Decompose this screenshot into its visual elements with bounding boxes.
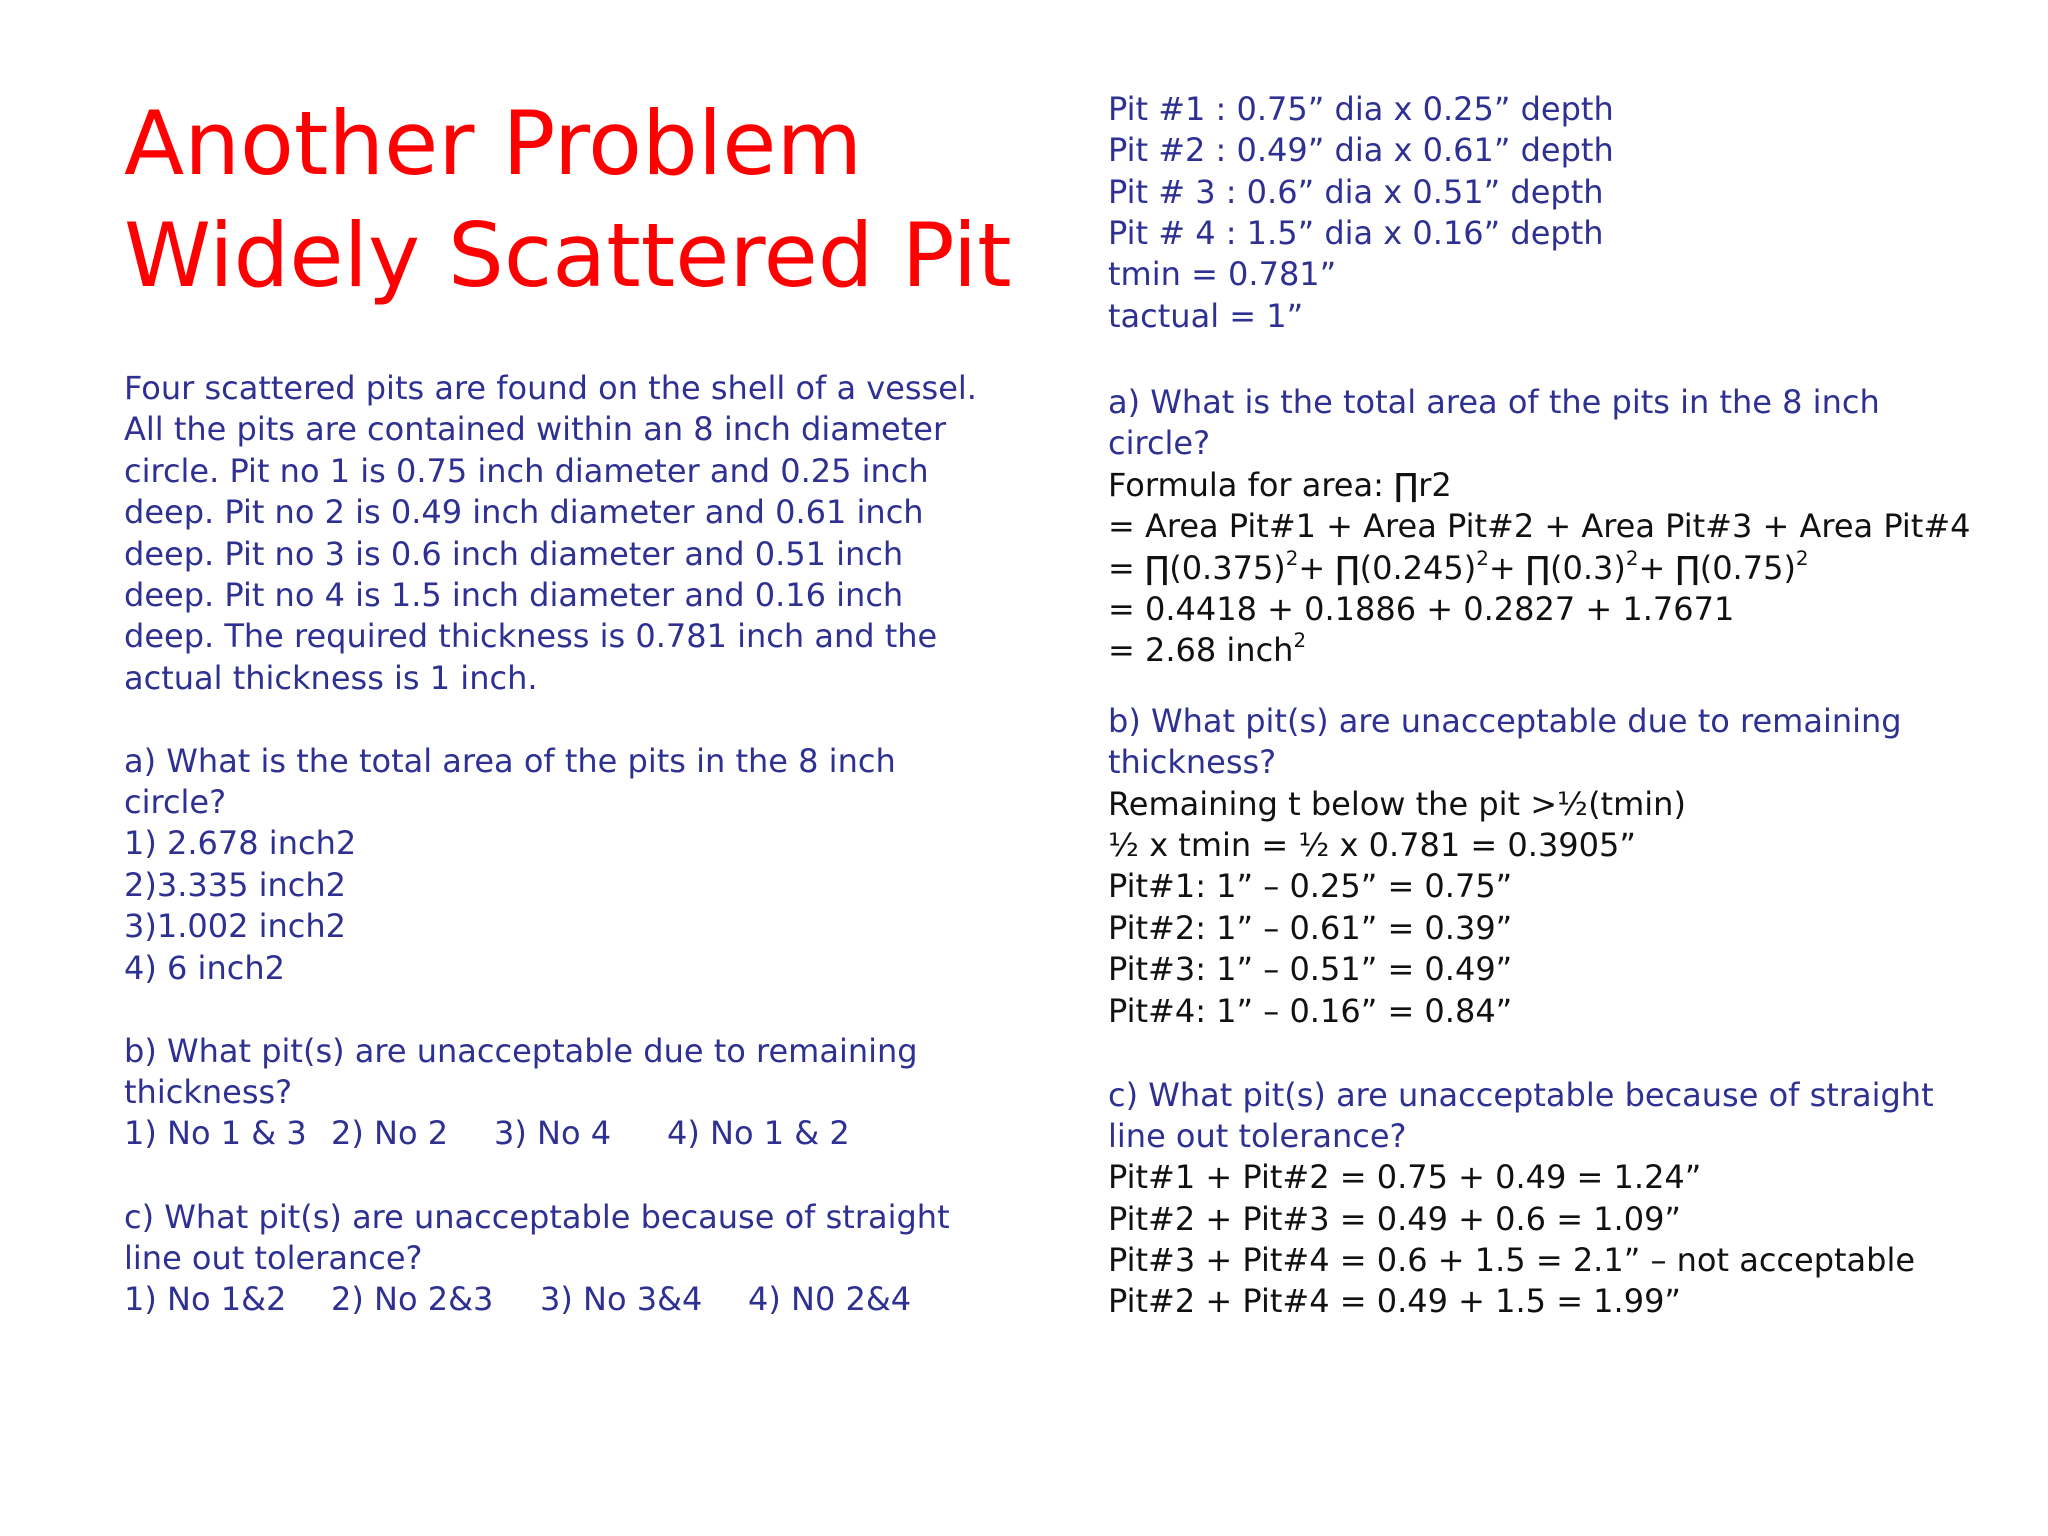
answer-a-term: + ∏(0.75) <box>1638 549 1796 587</box>
question-b-option-3: 3) No 4 <box>494 1114 612 1152</box>
answer-a-terms <box>1108 548 1809 589</box>
problem-line: deep. Pit no 4 is 1.5 inch diameter and 0.16 inch <box>124 576 904 614</box>
answer-b-line: Pit#1: 1” – 0.25” = 0.75” <box>1108 867 1513 905</box>
answer-c-line: Pit#2 + Pit#3 = 0.49 + 0.6 = 1.09” <box>1108 1200 1681 1238</box>
question-a-option-1: 1) 2.678 inch2 <box>124 824 357 862</box>
answer-b-line: ½ x tmin = ½ x 0.781 = 0.3905” <box>1108 826 1636 864</box>
answer-a-result <box>1108 630 1306 671</box>
slide-title <box>124 88 1012 312</box>
problem-line: deep. The required thickness is 0.781 inch and the <box>124 617 938 655</box>
given-line: Pit #1 : 0.75” dia x 0.25” depth <box>1108 90 1614 128</box>
answer-a-terms-prefix: = <box>1108 549 1145 587</box>
answer-b-question: b) What pit(s) are unacceptable due to remaining <box>1108 702 1902 740</box>
answer-c-question: line out tolerance? <box>1108 1117 1407 1155</box>
problem-line: deep. Pit no 2 is 0.49 inch diameter and 0.61 inch <box>124 493 924 531</box>
question-b-option-2: 2) No 2 <box>331 1114 449 1152</box>
question-a-option-4: 4) 6 inch2 <box>124 949 285 987</box>
answer-b-line: Pit#2: 1” – 0.61” = 0.39” <box>1108 909 1513 947</box>
answer-a-term: ∏(0.375) <box>1144 549 1286 587</box>
answer-a-result-value: = 2.68 inch <box>1108 631 1294 669</box>
question-c-text: c) What pit(s) are unacceptable because of straight <box>124 1198 950 1236</box>
given-line: Pit #2 : 0.49” dia x 0.61” depth <box>1108 131 1614 169</box>
answer-c-line: Pit#1 + Pit#2 = 0.75 + 0.49 = 1.24” <box>1108 1158 1702 1196</box>
answer-a-question: circle? <box>1108 424 1211 462</box>
answer-a-term: + ∏(0.3) <box>1488 549 1626 587</box>
answer-c-line: Pit#3 + Pit#4 = 0.6 + 1.5 = 2.1” – not acceptable <box>1108 1241 1916 1279</box>
question-a-text: circle? <box>124 783 227 821</box>
answer-c-line: Pit#2 + Pit#4 = 0.49 + 1.5 = 1.99” <box>1108 1282 1681 1320</box>
question-c-option-3: 3) No 3&4 <box>540 1280 703 1318</box>
question-c-option-4: 4) N0 2&4 <box>748 1280 912 1318</box>
answer-a-exponent: 2 <box>1285 547 1299 571</box>
question-c-text: line out tolerance? <box>124 1239 423 1277</box>
problem-line: circle. Pit no 1 is 0.75 inch diameter and 0.25 inch <box>124 452 929 490</box>
question-b-text: thickness? <box>124 1073 293 1111</box>
question-a-option-3: 3)1.002 inch2 <box>124 907 347 945</box>
question-c-option-1: 1) No 1&2 <box>124 1280 287 1318</box>
answer-c-question: c) What pit(s) are unacceptable because of straight <box>1108 1076 1934 1114</box>
given-line: tmin = 0.781” <box>1108 255 1337 293</box>
given-line: Pit # 4 : 1.5” dia x 0.16” depth <box>1108 214 1604 252</box>
answer-a-result-exponent: 2 <box>1293 629 1307 653</box>
slide-title-line-1: Another Problem <box>124 92 863 195</box>
answer-b-question: thickness? <box>1108 743 1277 781</box>
answer-a-sum: = Area Pit#1 + Area Pit#2 + Area Pit#3 + Area Pit#4 <box>1108 507 1971 545</box>
problem-line: deep. Pit no 3 is 0.6 inch diameter and 0.51 inch <box>124 535 904 573</box>
given-line: Pit # 3 : 0.6” dia x 0.51” depth <box>1108 173 1604 211</box>
answer-a-values: = 0.4418 + 0.1886 + 0.2827 + 1.7671 <box>1108 590 1735 628</box>
question-a-option-2: 2)3.335 inch2 <box>124 866 347 904</box>
question-b-text: b) What pit(s) are unacceptable due to remaining <box>124 1032 918 1070</box>
slide-title-line-2: Widely Scattered Pit <box>124 204 1012 307</box>
answer-a-exponent: 2 <box>1625 547 1639 571</box>
question-a-text: a) What is the total area of the pits in the 8 inch <box>124 742 896 780</box>
answer-a-formula: Formula for area: ∏r2 <box>1108 466 1452 504</box>
problem-line: actual thickness is 1 inch. <box>124 659 538 697</box>
answer-a-term: + ∏(0.245) <box>1298 549 1477 587</box>
answer-a-exponent: 2 <box>1476 547 1489 571</box>
answer-a-question: a) What is the total area of the pits in the 8 inch <box>1108 383 1880 421</box>
question-b-option-1: 1) No 1 & 3 <box>124 1114 307 1152</box>
problem-line: Four scattered pits are found on the shell of a vessel. <box>124 369 977 407</box>
given-line: tactual = 1” <box>1108 297 1304 335</box>
answer-b-line: Pit#4: 1” – 0.16” = 0.84” <box>1108 992 1513 1030</box>
question-b-option-4: 4) No 1 & 2 <box>667 1114 850 1152</box>
problem-line: All the pits are contained within an 8 inch diameter <box>124 410 947 448</box>
answer-a-exponent: 2 <box>1795 547 1809 571</box>
answer-b-line: Remaining t below the pit >½(tmin) <box>1108 785 1686 823</box>
question-c-option-2: 2) No 2&3 <box>331 1280 494 1318</box>
answer-b-line: Pit#3: 1” – 0.51” = 0.49” <box>1108 950 1513 988</box>
